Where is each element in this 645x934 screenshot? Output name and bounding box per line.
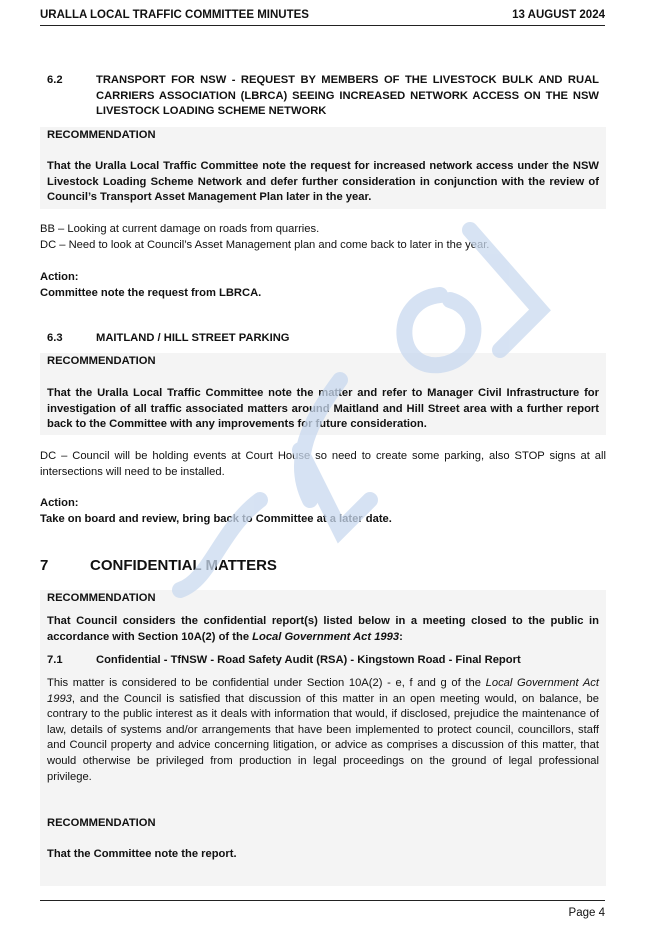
section-7-recommendation-heading: RECOMMENDATION bbox=[47, 592, 156, 604]
item-6-3-note-dc: DC – Council will be holding events at Court House so need to create some parking, also STOP signs at all intersections will need to be installed. bbox=[40, 450, 606, 478]
page-header bbox=[40, 8, 605, 26]
item-6-2-recommendation-heading: RECOMMENDATION bbox=[47, 129, 156, 141]
item-7-1-recommendation-heading: RECOMMENDATION bbox=[47, 817, 156, 829]
item-6-2-action-text: Committee note the request from LBRCA. bbox=[40, 287, 262, 299]
item-6-3-number: 6.3 bbox=[47, 332, 63, 344]
item-7-1-recommendation-text: That the Committee note the report. bbox=[47, 848, 237, 860]
section-7-rec-act: Local Government Act 1993 bbox=[252, 630, 400, 643]
item-6-3-title: MAITLAND / HILL STREET PARKING bbox=[96, 332, 290, 344]
item-6-2-note-bb: BB – Looking at current damage on roads from quarries. bbox=[40, 223, 320, 235]
section-7-recommendation-text bbox=[47, 614, 599, 645]
footer-rule bbox=[40, 900, 605, 901]
item-6-3-action-label: Action: bbox=[40, 497, 79, 509]
item-6-3-action-text: Take on board and review, bring back to Committee at a later date. bbox=[40, 513, 392, 525]
item-6-3-recommendation-text: That the Uralla Local Traffic Committee note the matter and refer to Manager Civil Infrastructure for investigation of all traffic associated matters around Maitland and Hill Street area with a further report back to the Committee with any improvements for future consideration. bbox=[47, 387, 599, 431]
item-7-1-title: Confidential - TfNSW - Road Safety Audit (RSA) - Kingstown Road - Final Report bbox=[96, 654, 521, 666]
item-6-2-title: TRANSPORT FOR NSW - REQUEST BY MEMBERS OF THE LIVESTOCK BULK AND RUAL CARRIERS ASSOCIATION (LBRCA) SEEING INCREASED NETWORK ACCESS ON THE NSW LIVESTOCK LOADING SCHEME NETWORK bbox=[96, 74, 599, 118]
item-7-1-body-act: Local Government Act 1993 bbox=[47, 677, 599, 705]
item-6-2-note-dc: DC – Need to look at Council’s Asset Management plan and come back to later in the year. bbox=[40, 239, 490, 251]
section-7-rec-text-a: That Council considers the confidential report(s) listed below in a meeting closed to the public in accordance with Section 10A(2) of the bbox=[47, 615, 599, 643]
header-date: 13 AUGUST 2024 bbox=[512, 9, 605, 21]
section-7-rec-text-b: : bbox=[399, 630, 403, 643]
item-7-1-body-b: , and the Council is satisfied that discussion of this matter in an open meeting would, on balance, be contrary to the public interest as it deals with information that would, if disclosed, prejudice the maintenance of law, details of systems and/or arrangements that have been implemented to protect council, councillors, staff and Council property and advice concerning litigation, or advice as comprises a discussion of this matter, that would otherwise be privileged from production in legal proceedings on the ground of legal professional privilege. bbox=[47, 692, 599, 783]
header-title: URALLA LOCAL TRAFFIC COMMITTEE MINUTES bbox=[40, 9, 309, 21]
item-7-1-body-a: This matter is considered to be confidential under Section 10A(2) - e, f and g of the bbox=[47, 677, 486, 689]
item-6-2-number: 6.2 bbox=[47, 74, 63, 86]
section-7-number: 7 bbox=[40, 557, 49, 574]
page-number: Page 4 bbox=[568, 907, 605, 919]
item-6-3-recommendation-heading: RECOMMENDATION bbox=[47, 355, 156, 367]
item-6-2-recommendation-text: That the Uralla Local Traffic Committee note the request for increased network access under the NSW Livestock Loading Scheme Network and defer further consideration in conjunction with the review of Council’s Transport Asset Management Plan later in the year. bbox=[47, 160, 599, 204]
item-7-1-body bbox=[47, 676, 599, 785]
section-7-title: CONFIDENTIAL MATTERS bbox=[90, 557, 277, 574]
item-7-1-number: 7.1 bbox=[47, 654, 63, 666]
item-6-2-action-label: Action: bbox=[40, 271, 79, 283]
